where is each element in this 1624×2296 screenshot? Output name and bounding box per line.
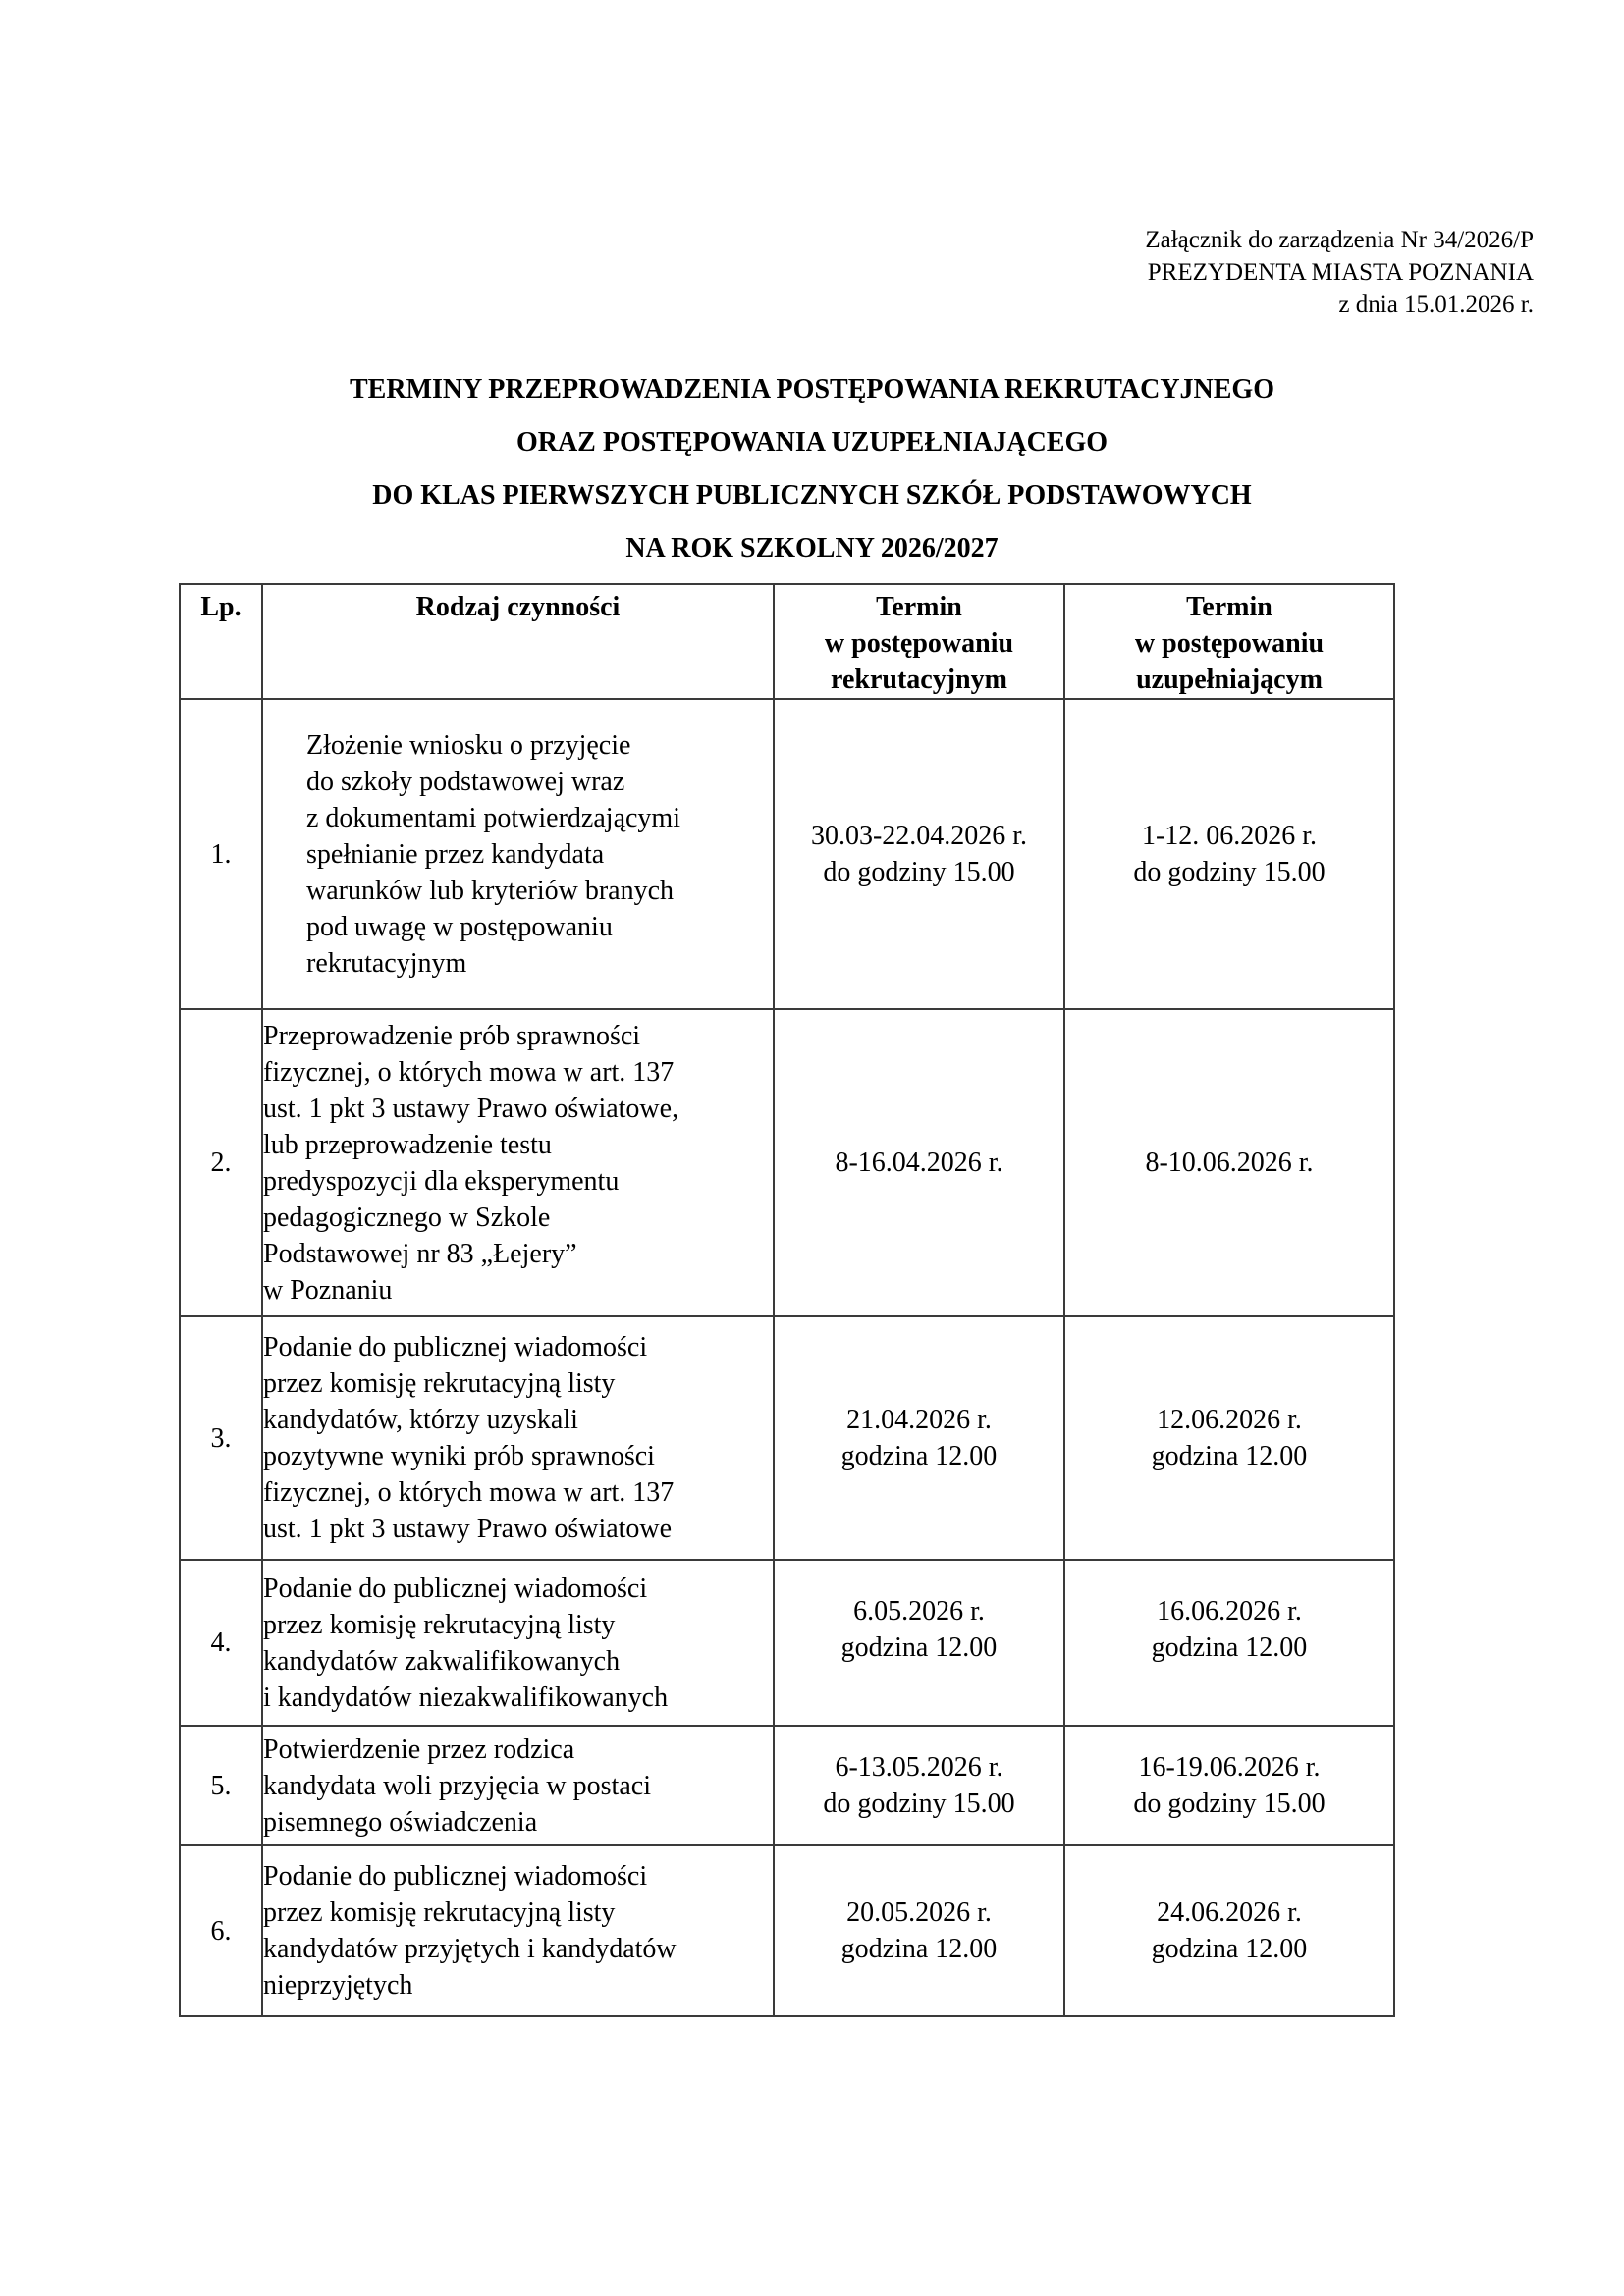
supplementary-term-cell: 1-12. 06.2026 r. do godziny 15.00 (1064, 699, 1394, 1009)
row-number: 2. (180, 1009, 262, 1316)
recruitment-term-cell: 21.04.2026 r. godzina 12.00 (774, 1316, 1064, 1560)
title-line-4: NA ROK SZKOLNY 2026/2027 (625, 533, 999, 563)
document-title (0, 370, 1624, 582)
activity-cell: Potwierdzenie przez rodzica kandydata woli przyjęcia w postaci pisemnego oświadczenia (262, 1726, 774, 1845)
recruitment-term-cell: 6.05.2026 r. godzina 12.00 (774, 1560, 1064, 1726)
attachment-reference: Załącznik do zarządzenia Nr 34/2026/P (1145, 227, 1534, 253)
row-number: 6. (180, 1845, 262, 2016)
supplementary-term-cell: 12.06.2026 r. godzina 12.00 (1064, 1316, 1394, 1560)
supplementary-term-cell: 16-19.06.2026 r. do godziny 15.00 (1064, 1726, 1394, 1845)
header-supplementary-term: Termin w postępowaniu uzupełniającym (1064, 584, 1394, 699)
table-row (180, 1560, 1394, 1726)
recruitment-term-cell: 8-16.04.2026 r. (774, 1009, 1064, 1316)
title-line-1: TERMINY PRZEPROWADZENIA POSTĘPOWANIA REKRUTACYJNEGO (350, 374, 1274, 404)
table-row (180, 699, 1394, 1009)
header-recruitment-term: Termin w postępowaniu rekrutacyjnym (774, 584, 1064, 699)
table-row (180, 1316, 1394, 1560)
supplementary-term-cell: 8-10.06.2026 r. (1064, 1009, 1394, 1316)
row-number: 5. (180, 1726, 262, 1845)
title-line-2: ORAZ POSTĘPOWANIA UZUPEŁNIAJĄCEGO (515, 427, 1109, 457)
attachment-header (1145, 224, 1534, 321)
row-number: 1. (180, 699, 262, 1009)
supplementary-term-cell: 16.06.2026 r. godzina 12.00 (1064, 1560, 1394, 1726)
table-row (180, 1845, 1394, 2016)
activity-cell: Podanie do publicznej wiadomości przez komisję rekrutacyjną listy kandydatów zakwalifikowanych i kandydatów niezakwalifikowanych (262, 1560, 774, 1726)
title-line-3: DO KLAS PIERWSZYCH PUBLICZNYCH SZKÓŁ PODSTAWOWYCH (372, 480, 1252, 510)
row-number: 4. (180, 1560, 262, 1726)
schedule-table (179, 583, 1395, 2017)
issuer: PREZYDENTA MIASTA POZNANIA (1147, 259, 1534, 286)
header-lp: Lp. (180, 584, 262, 699)
recruitment-term-cell: 30.03-22.04.2026 r. do godziny 15.00 (774, 699, 1064, 1009)
activity-cell: Podanie do publicznej wiadomości przez komisję rekrutacyjną listy kandydatów, którzy uzyskali pozytywne wyniki prób sprawności fizycznej, o których mowa w art. 137 ust. 1 pkt 3 ustawy Prawo oświatowe (262, 1316, 774, 1560)
activity-cell: Złożenie wniosku o przyjęcie do szkoły podstawowej wraz z dokumentami potwierdzającymi spełnianie przez kandydata warunków lub kryteriów branych pod uwagę w postępowaniu rekrutacyjnym (262, 699, 774, 1009)
table-row (180, 1009, 1394, 1316)
supplementary-term-cell: 24.06.2026 r. godzina 12.00 (1064, 1845, 1394, 2016)
header-activity: Rodzaj czynności (262, 584, 774, 699)
row-number: 3. (180, 1316, 262, 1560)
issue-date: z dnia 15.01.2026 r. (1338, 292, 1534, 318)
activity-cell: Podanie do publicznej wiadomości przez komisję rekrutacyjną listy kandydatów przyjętych i kandydatów nieprzyjętych (262, 1845, 774, 2016)
recruitment-term-cell: 6-13.05.2026 r. do godziny 15.00 (774, 1726, 1064, 1845)
activity-cell: Przeprowadzenie prób sprawności fizycznej, o których mowa w art. 137 ust. 1 pkt 3 ustawy Prawo oświatowe, lub przeprowadzenie testu predyspozycji dla eksperymentu pedagogicznego w Szkole Podstawowej nr 83 „Łejery” w Poznaniu (262, 1009, 774, 1316)
recruitment-term-cell: 20.05.2026 r. godzina 12.00 (774, 1845, 1064, 2016)
table-header-row (180, 584, 1394, 699)
table-row (180, 1726, 1394, 1845)
